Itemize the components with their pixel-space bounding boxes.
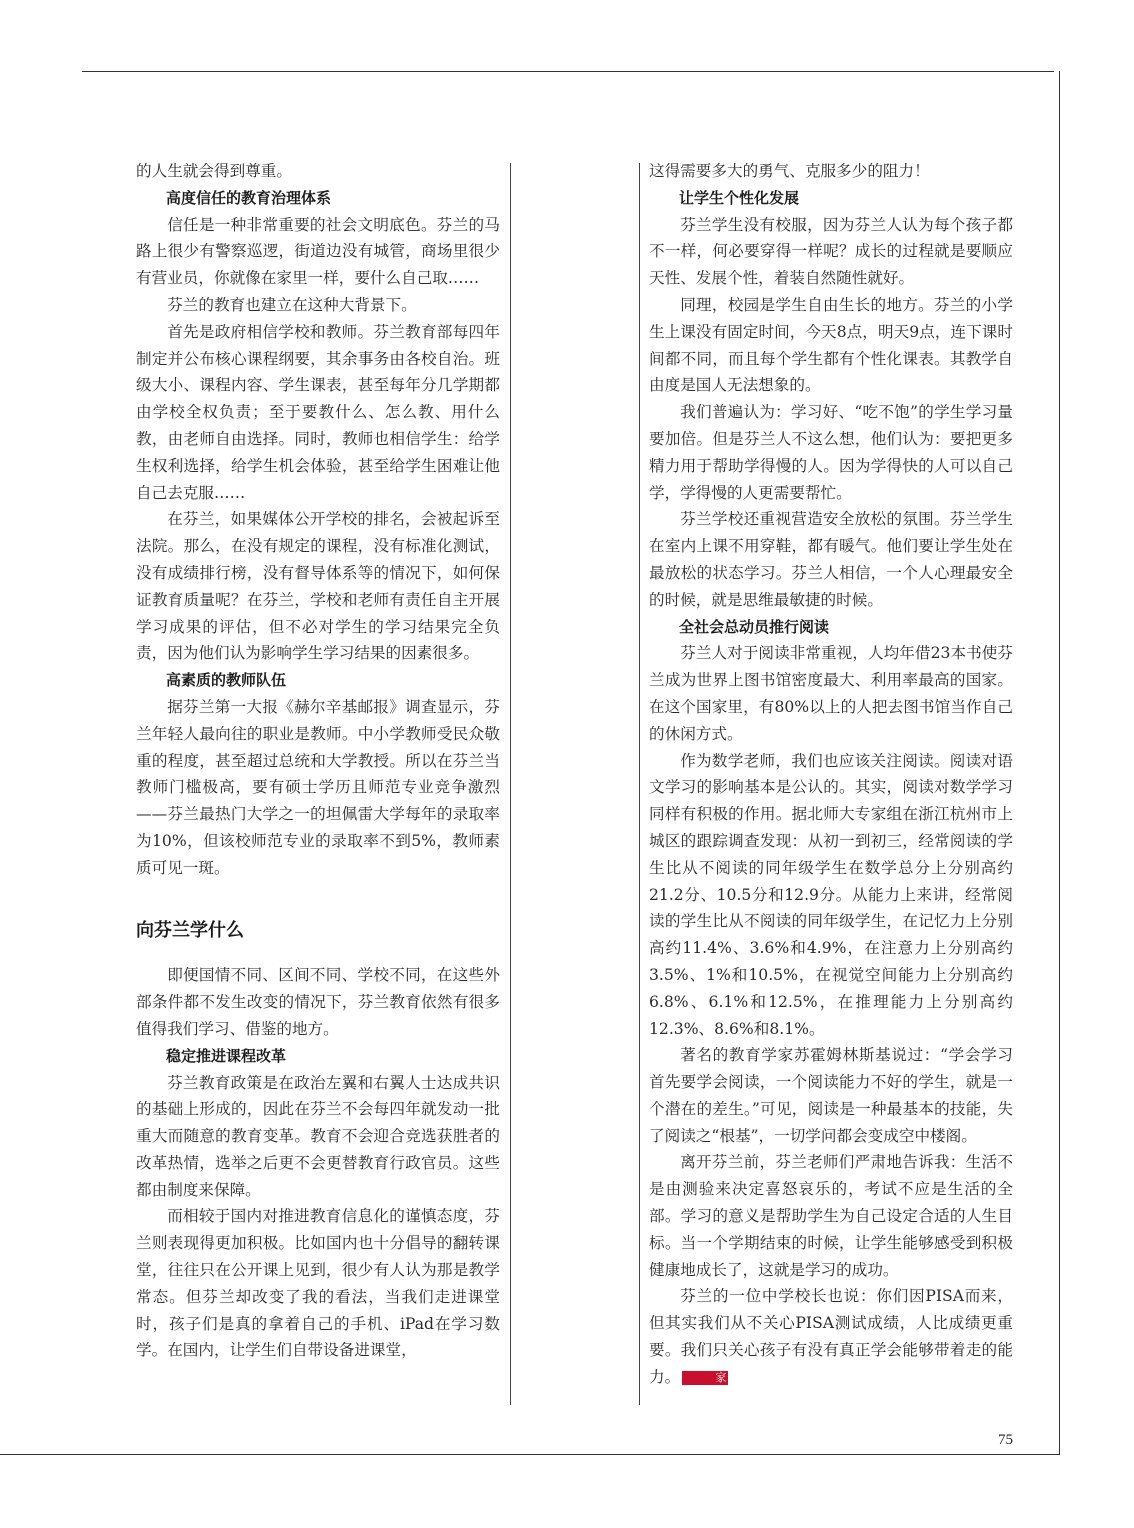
paragraph: 这得需要多大的勇气、克服多少的阻力！ <box>649 162 930 180</box>
paragraph: 在芬兰，如果媒体公开学校的排名，会被起诉至法院。那么，在没有规定的课程，没有标准化测试，没有成绩排行榜，没有督导体系等的情况下，如何保证教育质量呢？在芬兰，学校和老师有责任自主开展学习成果的评估，但不必对学生的学习结果完全负责，因为他们认为影响学生学习结果的因素很多。 <box>136 510 500 663</box>
bottom-rule <box>0 1454 1060 1455</box>
column-divider-left <box>510 163 511 1405</box>
subheading-personal: 让学生个性化发展 <box>679 188 800 207</box>
left-column <box>136 158 500 1364</box>
page-number: 75 <box>998 1432 1013 1448</box>
paragraph: 作为数学老师，我们也应该关注阅读。阅读对语文学习的影响基本是公认的。其实，阅读对数学学习同样有积极的作用。据北师大专家组在浙江杭州市上城区的跟踪调查发现：从初一到初三，经常阅读的学生比从不阅读的同年级学生在数学总分上分别高约21.2分、10.5分和12.9分。从能力上来讲，经常阅读的学生比从不阅读的同年级学生，在记忆力上分别高约11.4%、3.6%和4.9%，在注意力上分别高约3.5%、1%和10.5%，在视觉空间能力上分别高约6.8%、6.1%和12.5%，在推理能力上分别高约12.3%、8.6%和8.1%。 <box>649 751 1013 1038</box>
paragraph: 我们普遍认为：学习好、“吃不饱”的学生学习量要加倍。但是芬兰人不这么想，他们认为：要把更多精力用于帮助学得慢的人。因为学得快的人可以自己学，学得慢的人更需要帮忙。 <box>649 403 1013 502</box>
right-rule <box>1059 71 1060 1455</box>
paragraph: 著名的教育学家苏霍姆林斯基说过：“学会学习首先要学会阅读，一个阅读能力不好的学生，就是一个潜在的差生。”可见，阅读是一种最基本的技能，失了阅读之“根基”，一切学问都会变成空中楼阁。 <box>649 1046 1013 1145</box>
section-title: 向芬兰学什么 <box>136 919 244 941</box>
paragraph: 芬兰教育政策是在政治左翼和右翼人士达成共识的基础上形成的，因此在芬兰不会每四年就发动一批重大而随意的教育变革。教育不会迎合竞选获胜者的改革热情，选举之后更不会更替教育行政官员。这些都由制度来保障。 <box>136 1073 500 1199</box>
paragraph-final <box>649 1283 1013 1390</box>
paragraph: 芬兰学生没有校服，因为芬兰人认为每个孩子都不一样，何必要穿得一样呢？成长的过程就是要顺应天性、发展个性，着装自然随性就好。 <box>649 215 1013 288</box>
paragraph: 的人生就会得到尊重。 <box>136 162 292 180</box>
paragraph: 首先是政府相信学校和教师。芬兰教育部每四年制定并公布核心课程纲要，其余事务由各校自治。班级大小、课程内容、学生课表，甚至每年分几学期都由学校全权负责；至于要教什么、怎么教、用什么教，由老师自由选择。同时，教师也相信学生：给学生权利选择，给学生机会体验，甚至给学生困难让他自己去克服…… <box>136 322 500 502</box>
paragraph: 即便国情不同、区间不同、学校不同，在这些外部条件都不发生改变的情况下，芬兰教育依然有很多值得我们学习、借鉴的地方。 <box>136 966 500 1038</box>
column-divider-right <box>639 163 640 1405</box>
subheading-trust: 高度信任的教育治理体系 <box>166 188 332 207</box>
top-rule <box>82 71 1054 72</box>
subheading-reading: 全社会总动员推行阅读 <box>679 617 830 636</box>
subheading-reform: 稳定推进课程改革 <box>166 1046 287 1065</box>
paragraph: 据芬兰第一大报《赫尔辛基邮报》调查显示，芬兰年轻人最向往的职业是教师。中小学教师受民众敬重的程度，甚至超过总统和大学教授。所以在芬兰当教师门槛极高，要有硕士学历且师范专业竞争激烈——芬兰最热门大学之一的坦佩雷大学每年的录取率为10%，但该校师范专业的录取率不到5%，教师素质可见一斑。 <box>136 697 500 877</box>
end-mark-icon: 家 <box>682 1371 728 1385</box>
paragraph: 信任是一种非常重要的社会文明底色。芬兰的马路上很少有警察巡逻，街道边没有城管，商场里很少有营业员，你就像在家里一样，要什么自己取…… <box>136 215 500 288</box>
subheading-teachers: 高素质的教师队伍 <box>166 671 287 690</box>
paragraph: 同理，校园是学生自由生长的地方。芬兰的小学生上课没有固定时间，今天8点，明天9点，连下课时间都不同，而且每个学生都有个性化课表。其教学自由度是国人无法想象的。 <box>649 295 1013 395</box>
paragraph: 芬兰学校还重视营造安全放松的氛围。芬兰学生在室内上课不用穿鞋，都有暖气。他们要让学生处在最放松的状态学习。芬兰人相信，一个人心理最安全的时候，就是思维最敏捷的时候。 <box>649 510 1013 609</box>
paragraph: 而相较于国内对推进教育信息化的谨慎态度，芬兰则表现得更加积极。比如国内也十分倡导的翻转课堂，往往只在公开课上见到，很少有人认为那是教学常态。但芬兰却改变了我的看法，当我们走进课堂时，孩子们是真的拿着自己的手机、iPad在学习数学。在国内，让学生们自带设备进课堂， <box>136 1207 500 1360</box>
right-column <box>649 158 1013 1391</box>
paragraph: 芬兰的教育也建立在这种大背景下。 <box>167 295 417 314</box>
paragraph: 离开芬兰前，芬兰老师们严肃地告诉我：生活不是由测验来决定喜怒哀乐的，考试不应是生活的全部。学习的意义是帮助学生为自己设定合适的人生目标。当一个学期结束的时候，让学生能够感受到积极健康地成长了，这就是学习的成功。 <box>649 1153 1013 1279</box>
final-text: 芬兰的一位中学校长也说：你们因PISA而来，但其实我们从不关心PISA测试成绩，人比成绩更重要。我们只关心孩子有没有真正学会能够带着走的能力。 <box>649 1287 1013 1386</box>
paragraph: 芬兰人对于阅读非常重视，人均年借23本书使芬兰成为世界上图书馆密度最大、利用率最高的国家。在这个国家里，有80%以上的人把去图书馆当作自己的休闲方式。 <box>649 644 1013 743</box>
